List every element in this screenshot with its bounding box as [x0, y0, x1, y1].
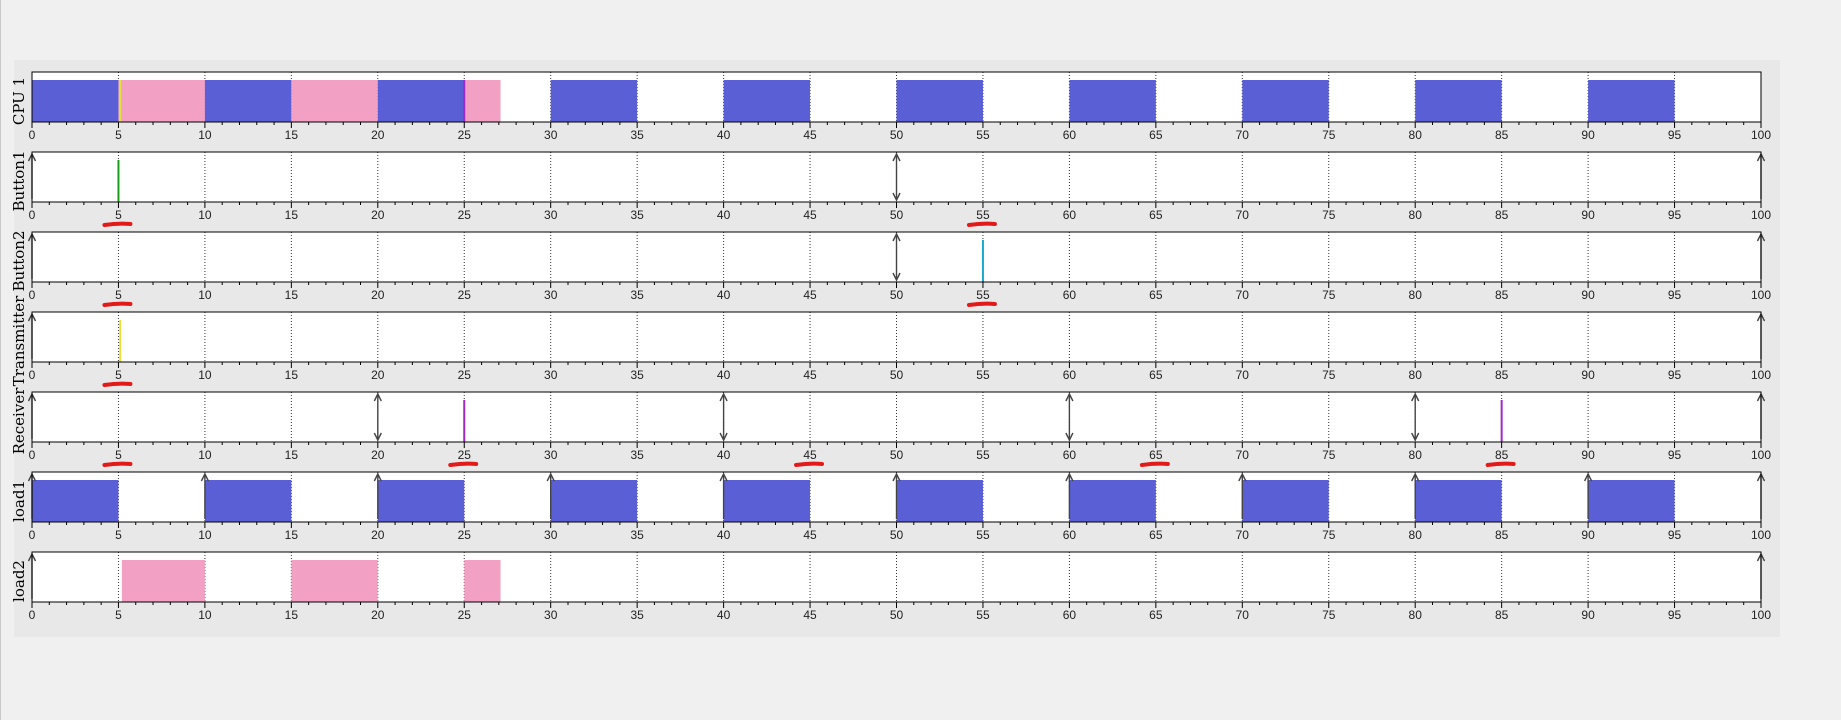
row-label-cpu-1: CPU 1 [10, 76, 28, 126]
x-tick-label: 40 [716, 208, 731, 222]
x-tick-label: 0 [28, 528, 36, 542]
x-tick-label: 85 [1494, 608, 1509, 622]
timeline-row-receiver [10, 387, 1771, 465]
x-tick-label: 90 [1581, 208, 1595, 222]
bar-load1 [205, 80, 291, 122]
x-tick-label: 25 [457, 528, 471, 542]
row-label-button2: Button2 [10, 230, 28, 292]
x-tick-label: 0 [28, 288, 36, 302]
x-tick-label: 20 [371, 208, 385, 222]
bar-load1 [32, 80, 118, 122]
x-tick-label: 85 [1494, 128, 1509, 142]
red-annotation-mark [450, 464, 476, 465]
x-tick-label: 60 [1062, 448, 1077, 462]
x-tick-label: 45 [803, 128, 817, 142]
bar-load2 [291, 560, 377, 602]
x-tick-label: 0 [28, 128, 36, 142]
x-tick-label: 25 [457, 208, 471, 222]
bar-load1 [1415, 480, 1501, 522]
timeline-row-button2 [10, 231, 1771, 305]
row-label-transmitter: Transmitter [10, 295, 28, 387]
x-tick-label: 5 [115, 288, 122, 302]
x-tick-label: 0 [28, 368, 36, 382]
x-tick-label: 70 [1235, 528, 1249, 542]
x-tick-label: 50 [889, 448, 904, 462]
x-tick-label: 60 [1062, 608, 1077, 622]
bar-load1 [205, 480, 291, 522]
x-tick-label: 40 [716, 128, 731, 142]
x-tick-label: 5 [115, 128, 122, 142]
red-annotation-mark [104, 304, 130, 305]
x-tick-label: 40 [716, 528, 731, 542]
x-tick-label: 55 [976, 128, 990, 142]
x-tick-label: 90 [1581, 128, 1595, 142]
x-tick-label: 40 [716, 608, 731, 622]
bar-load1 [378, 480, 464, 522]
x-tick-label: 25 [457, 368, 471, 382]
x-tick-label: 80 [1408, 608, 1422, 622]
x-tick-label: 50 [889, 608, 904, 622]
x-tick-label: 80 [1408, 208, 1422, 222]
x-tick-label: 70 [1235, 368, 1249, 382]
x-tick-label: 70 [1235, 208, 1249, 222]
x-tick-label: 85 [1494, 448, 1509, 462]
x-tick-label: 35 [630, 448, 644, 462]
x-tick-label: 35 [630, 368, 644, 382]
x-tick-label: 90 [1581, 448, 1595, 462]
x-tick-label: 75 [1322, 528, 1336, 542]
x-tick-label: 65 [1149, 448, 1163, 462]
bar-load1 [897, 480, 983, 522]
x-tick-label: 50 [889, 368, 904, 382]
red-annotation-mark [969, 304, 995, 305]
x-tick-label: 20 [371, 128, 385, 142]
bar-load1 [378, 80, 464, 122]
x-tick-label: 35 [630, 208, 644, 222]
x-tick-label: 5 [115, 528, 122, 542]
x-tick-label: 80 [1408, 128, 1422, 142]
x-tick-label: 30 [544, 128, 558, 142]
x-tick-label: 100 [1750, 528, 1772, 542]
x-tick-label: 5 [115, 208, 122, 222]
x-tick-label: 35 [630, 288, 644, 302]
x-tick-label: 35 [630, 128, 644, 142]
x-tick-label: 25 [457, 128, 471, 142]
x-tick-label: 95 [1667, 448, 1682, 462]
x-tick-label: 75 [1322, 448, 1336, 462]
x-tick-label: 55 [976, 608, 990, 622]
x-tick-label: 0 [28, 208, 36, 222]
x-tick-label: 45 [803, 288, 817, 302]
x-tick-label: 60 [1062, 368, 1077, 382]
x-tick-label: 25 [457, 448, 471, 462]
x-tick-label: 65 [1149, 608, 1163, 622]
x-tick-label: 15 [284, 608, 299, 622]
bar-load1 [551, 480, 637, 522]
x-tick-label: 30 [544, 208, 558, 222]
x-tick-label: 25 [457, 288, 471, 302]
x-tick-label: 5 [115, 448, 122, 462]
x-tick-label: 80 [1408, 448, 1422, 462]
bar-load1 [1242, 480, 1328, 522]
x-tick-label: 85 [1494, 528, 1509, 542]
x-tick-label: 65 [1149, 368, 1163, 382]
x-tick-label: 50 [889, 128, 904, 142]
x-tick-label: 20 [371, 368, 385, 382]
timeline-chart [10, 60, 1780, 637]
x-tick-label: 100 [1750, 368, 1772, 382]
x-tick-label: 60 [1062, 528, 1077, 542]
x-tick-label: 90 [1581, 288, 1595, 302]
x-tick-label: 20 [371, 528, 385, 542]
red-annotation-mark [1142, 464, 1168, 465]
x-tick-label: 45 [803, 368, 817, 382]
x-tick-label: 10 [198, 448, 212, 462]
x-tick-label: 0 [28, 608, 36, 622]
x-tick-label: 75 [1322, 288, 1336, 302]
bar-load1 [897, 80, 983, 122]
x-tick-label: 70 [1235, 128, 1249, 142]
x-tick-label: 10 [198, 368, 212, 382]
x-tick-label: 50 [889, 288, 904, 302]
x-tick-label: 80 [1408, 368, 1422, 382]
x-tick-label: 95 [1667, 368, 1682, 382]
x-tick-label: 10 [198, 208, 212, 222]
red-annotation-mark [104, 384, 130, 385]
x-tick-label: 15 [284, 528, 299, 542]
bar-load2 [118, 80, 204, 122]
bar-load2 [291, 80, 377, 122]
x-tick-label: 100 [1750, 208, 1772, 222]
x-tick-label: 80 [1408, 528, 1422, 542]
timeline-row-cpu-1 [10, 72, 1771, 142]
row-label-load1: load1 [10, 480, 28, 522]
x-tick-label: 20 [371, 448, 385, 462]
x-tick-label: 100 [1750, 128, 1772, 142]
bar-load1 [724, 480, 810, 522]
x-tick-label: 45 [803, 208, 817, 222]
x-tick-label: 45 [803, 448, 817, 462]
bar-load2 [464, 560, 500, 602]
x-tick-label: 5 [115, 368, 122, 382]
x-tick-label: 60 [1062, 208, 1077, 222]
x-tick-label: 10 [198, 608, 212, 622]
bar-load1 [1588, 480, 1674, 522]
x-tick-label: 15 [284, 128, 299, 142]
x-tick-label: 15 [284, 288, 299, 302]
x-tick-label: 65 [1149, 528, 1163, 542]
x-tick-label: 10 [198, 128, 212, 142]
window-left-edge [0, 0, 1, 720]
x-tick-label: 65 [1149, 128, 1163, 142]
x-tick-label: 20 [371, 288, 385, 302]
x-tick-label: 30 [544, 528, 558, 542]
bar-load1 [1415, 80, 1501, 122]
x-tick-label: 75 [1322, 128, 1336, 142]
x-tick-label: 95 [1667, 608, 1682, 622]
bar-load1 [1588, 80, 1674, 122]
bar-load2 [122, 560, 205, 602]
bar-load1 [551, 80, 637, 122]
x-tick-label: 35 [630, 528, 644, 542]
x-tick-label: 100 [1750, 288, 1772, 302]
x-tick-label: 90 [1581, 528, 1595, 542]
x-tick-label: 55 [976, 528, 990, 542]
x-tick-label: 70 [1235, 608, 1249, 622]
x-tick-label: 20 [371, 608, 385, 622]
bar-load1 [1242, 80, 1328, 122]
x-tick-label: 15 [284, 208, 299, 222]
x-tick-label: 90 [1581, 608, 1595, 622]
x-tick-label: 40 [716, 368, 731, 382]
row-label-load2: load2 [10, 560, 28, 602]
x-tick-label: 25 [457, 608, 471, 622]
x-tick-label: 30 [544, 448, 558, 462]
x-tick-label: 95 [1667, 128, 1682, 142]
x-tick-label: 35 [630, 608, 644, 622]
x-tick-label: 10 [198, 288, 212, 302]
x-tick-label: 15 [284, 448, 299, 462]
x-tick-label: 0 [28, 448, 36, 462]
red-annotation-mark [969, 224, 995, 225]
x-tick-label: 85 [1494, 288, 1509, 302]
x-tick-label: 40 [716, 288, 731, 302]
x-tick-label: 50 [889, 208, 904, 222]
row-label-receiver: Receiver [10, 387, 28, 455]
bar-load1 [32, 480, 118, 522]
x-tick-label: 15 [284, 368, 299, 382]
x-tick-label: 70 [1235, 448, 1249, 462]
x-tick-label: 30 [544, 608, 558, 622]
x-tick-label: 80 [1408, 288, 1422, 302]
x-tick-label: 60 [1062, 288, 1077, 302]
x-tick-label: 55 [976, 208, 990, 222]
red-annotation-mark [796, 464, 822, 465]
timeline-row-load1 [10, 472, 1771, 542]
x-tick-label: 75 [1322, 608, 1336, 622]
x-tick-label: 95 [1667, 528, 1682, 542]
bar-load1 [724, 80, 810, 122]
x-tick-label: 90 [1581, 368, 1595, 382]
x-tick-label: 95 [1667, 208, 1682, 222]
x-tick-label: 100 [1750, 448, 1772, 462]
red-annotation-mark [104, 464, 130, 465]
x-tick-label: 55 [976, 368, 990, 382]
x-tick-label: 60 [1062, 128, 1077, 142]
x-tick-label: 10 [198, 528, 212, 542]
x-tick-label: 65 [1149, 288, 1163, 302]
x-tick-label: 55 [976, 288, 990, 302]
x-tick-label: 45 [803, 528, 817, 542]
x-tick-label: 30 [544, 368, 558, 382]
bar-load1 [1069, 80, 1155, 122]
x-tick-label: 65 [1149, 208, 1163, 222]
x-tick-label: 55 [976, 448, 990, 462]
x-tick-label: 75 [1322, 208, 1336, 222]
x-tick-label: 85 [1494, 368, 1509, 382]
x-tick-label: 5 [115, 608, 122, 622]
x-tick-label: 40 [716, 448, 731, 462]
red-annotation-mark [1488, 464, 1514, 465]
timeline-panel [10, 60, 1780, 637]
x-tick-label: 70 [1235, 288, 1249, 302]
red-annotation-mark [104, 224, 130, 225]
x-tick-label: 85 [1494, 208, 1509, 222]
x-tick-label: 95 [1667, 288, 1682, 302]
x-tick-label: 50 [889, 528, 904, 542]
bar-load1 [1069, 480, 1155, 522]
x-tick-label: 75 [1322, 368, 1336, 382]
bar-load2 [464, 80, 500, 122]
x-tick-label: 45 [803, 608, 817, 622]
row-label-button1: Button1 [10, 150, 28, 212]
timeline-row-load2 [10, 552, 1771, 622]
x-tick-label: 100 [1750, 608, 1772, 622]
x-tick-label: 30 [544, 288, 558, 302]
timeline-row-button1 [10, 151, 1771, 225]
timeline-row-transmitter [10, 295, 1771, 386]
